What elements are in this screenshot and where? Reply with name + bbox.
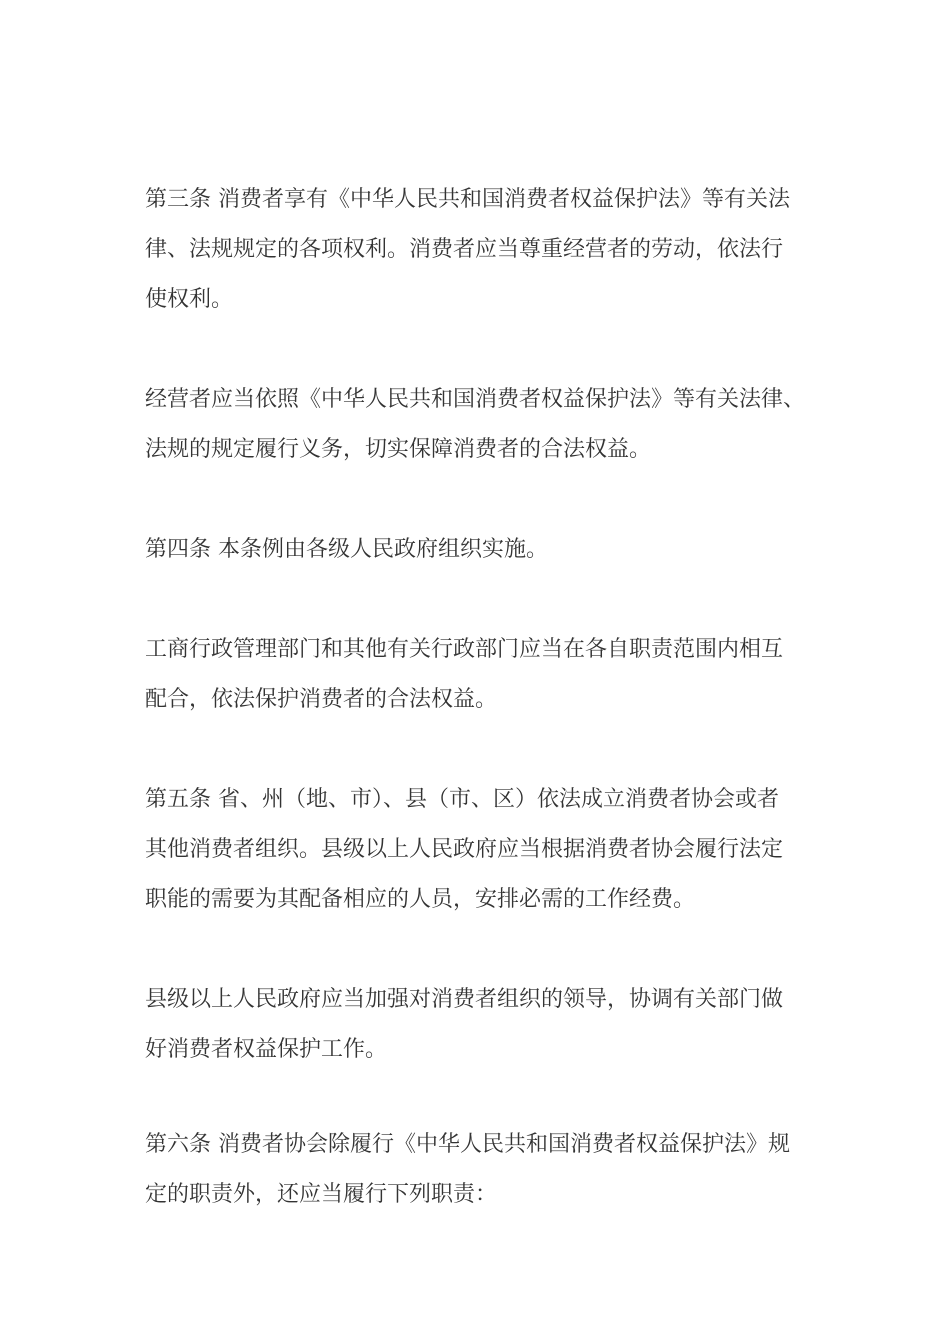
paragraph-article-4 — [145, 525, 810, 575]
paragraph-article-6 — [145, 1120, 810, 1220]
text-line: 工商行政管理部门和其他有关行政部门应当在各自职责范围内相互 — [145, 637, 784, 662]
text-line: 法规的规定履行义务，切实保障消费者的合法权益。 — [145, 437, 652, 462]
paragraph-article-5 — [145, 775, 810, 925]
text-line: 配合，依法保护消费者的合法权益。 — [145, 687, 498, 712]
text-line: 律、法规规定的各项权利。消费者应当尊重经营者的劳动，依法行 — [145, 237, 784, 262]
paragraph-government-leadership — [145, 975, 810, 1075]
text-line: 定的职责外，还应当履行下列职责： — [145, 1182, 498, 1207]
text-line: 第六条 消费者协会除履行《中华人民共和国消费者权益保护法》规 — [145, 1132, 790, 1157]
text-line: 第四条 本条例由各级人民政府组织实施。 — [145, 537, 548, 562]
text-line: 其他消费者组织。县级以上人民政府应当根据消费者协会履行法定 — [145, 837, 784, 862]
text-line: 第三条 消费者享有《中华人民共和国消费者权益保护法》等有关法 — [145, 187, 790, 212]
text-line: 县级以上人民政府应当加强对消费者组织的领导，协调有关部门做 — [145, 987, 784, 1012]
paragraph-article-3 — [145, 175, 810, 325]
paragraph-operator-obligations — [145, 375, 810, 475]
text-line: 使权利。 — [145, 287, 234, 312]
paragraph-departments-cooperation — [145, 625, 810, 725]
text-line: 好消费者权益保护工作。 — [145, 1037, 388, 1062]
text-line: 经营者应当依照《中华人民共和国消费者权益保护法》等有关法律、 — [145, 387, 806, 412]
text-line: 职能的需要为其配备相应的人员，安排必需的工作经费。 — [145, 887, 696, 912]
text-line: 第五条 省、州（地、市）、县（市、区）依法成立消费者协会或者 — [145, 787, 779, 812]
